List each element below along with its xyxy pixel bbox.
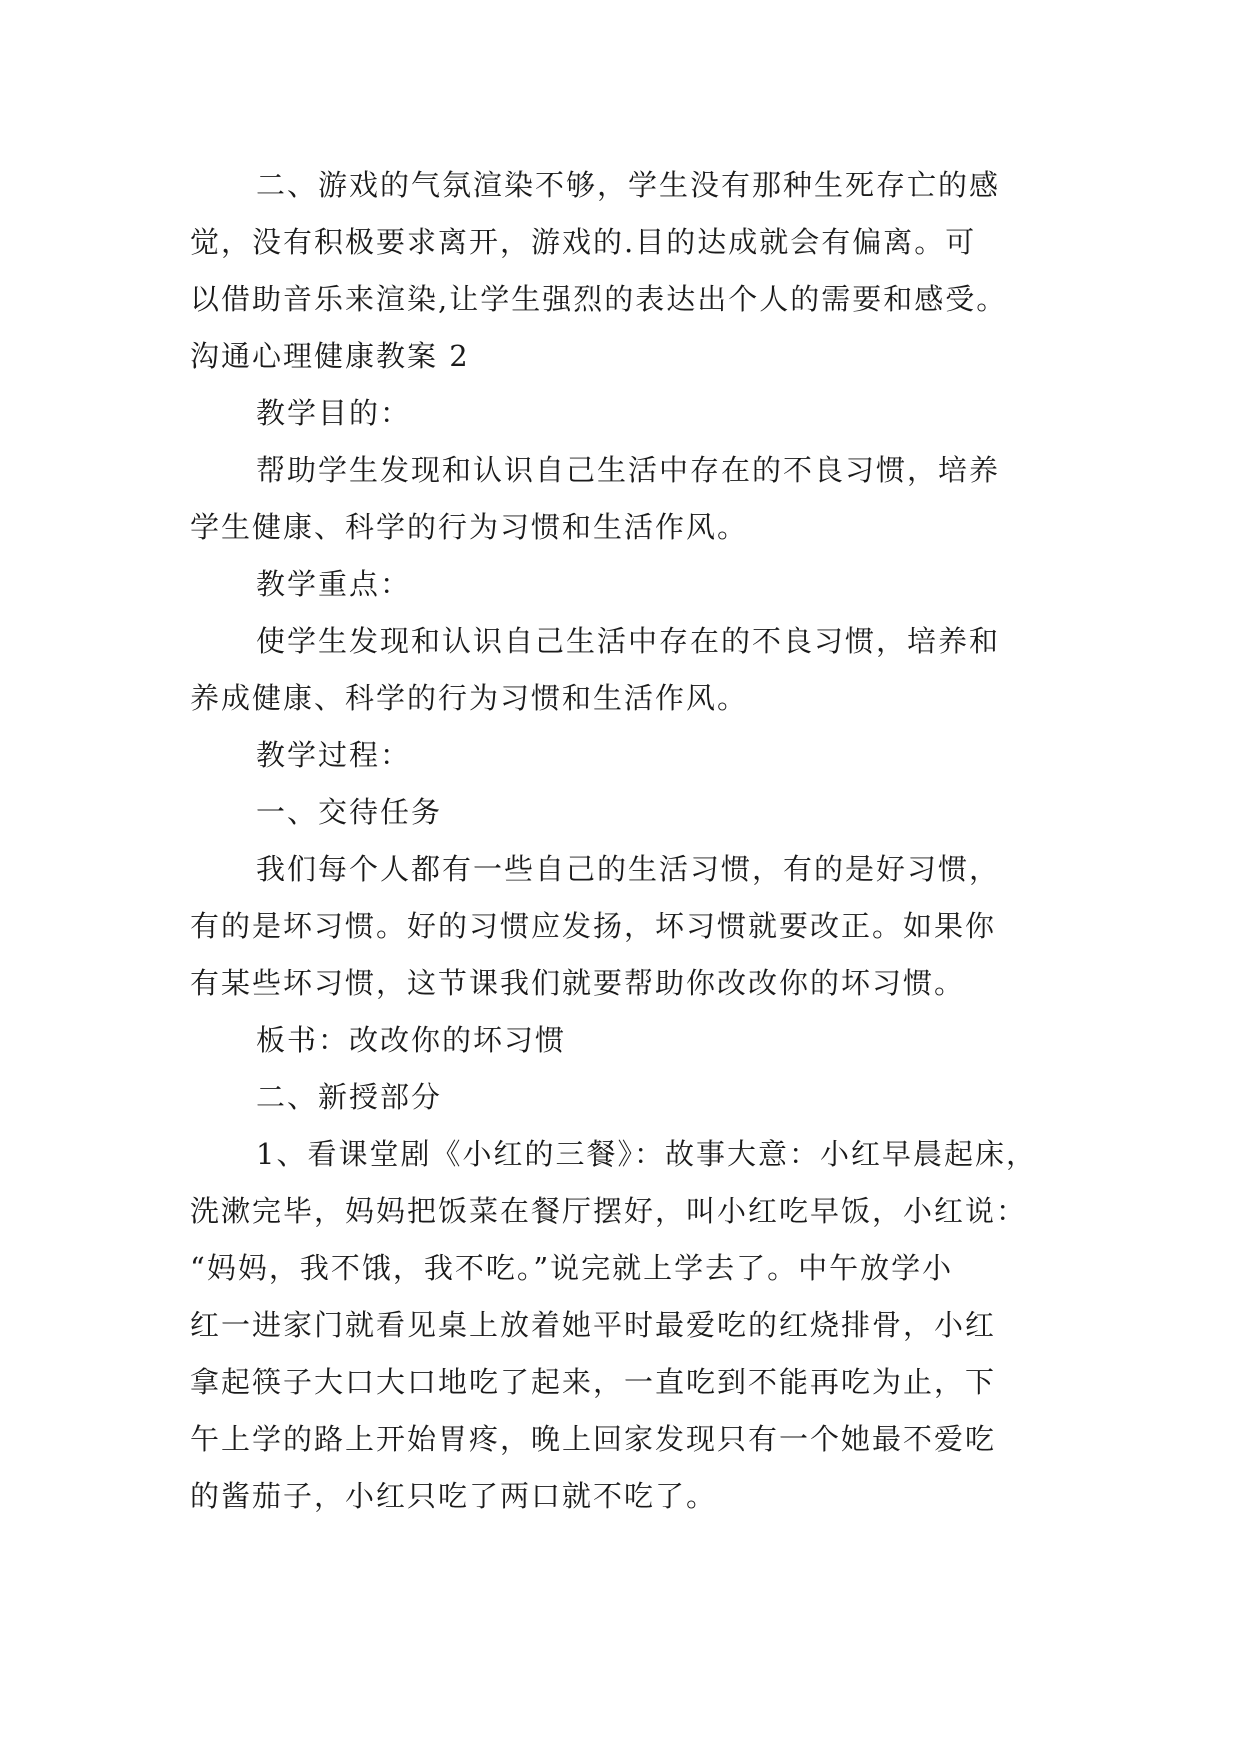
paragraph-line: 拿起筷子大口大口地吃了起来，一直吃到不能再吃为止，下: [190, 1365, 997, 1399]
paragraph-line: 以借助音乐来渲染,让学生强烈的表达出个人的需要和感受。: [190, 282, 1008, 316]
paragraph-line: 二、游戏的气氛渲染不够，学生没有那种生死存亡的感: [256, 168, 1001, 202]
paragraph-line: 的酱茄子，小红只吃了两口就不吃了。: [190, 1479, 718, 1513]
paragraph-line: 养成健康、科学的行为习惯和生活作风。: [190, 681, 749, 715]
paragraph-line: 板书：改改你的坏习惯: [256, 1023, 567, 1057]
paragraph-line: 使学生发现和认识自己生活中存在的不良习惯，培养和: [256, 624, 1001, 658]
heading-line: 一、交待任务: [256, 795, 443, 829]
section-title: 沟通心理健康教案 2: [190, 339, 470, 373]
paragraph-line: “妈妈，我不饿，我不吃。”说完就上学去了。中午放学小: [190, 1251, 954, 1285]
paragraph-line: 红一进家门就看见桌上放着她平时最爱吃的红烧排骨，小红: [190, 1308, 997, 1342]
paragraph-line: 有某些坏习惯，这节课我们就要帮助你改改你的坏习惯。: [190, 966, 966, 1000]
paragraph-line: 有的是坏习惯。好的习惯应发扬，坏习惯就要改正。如果你: [190, 909, 997, 943]
paragraph-line: 帮助学生发现和认识自己生活中存在的不良习惯，培养: [256, 453, 1001, 487]
paragraph-line: 我们每个人都有一些自己的生活习惯，有的是好习惯，: [256, 852, 1001, 886]
paragraph-line: 觉，没有积极要求离开，游戏的.目的达成就会有偏离。可: [190, 225, 977, 259]
heading-line: 教学目的：: [256, 396, 412, 430]
heading-line: 二、新授部分: [256, 1080, 443, 1114]
heading-line: 教学过程：: [256, 738, 412, 772]
paragraph-line: 学生健康、科学的行为习惯和生活作风。: [190, 510, 749, 544]
paragraph-line: 午上学的路上开始胃疼，晚上回家发现只有一个她最不爱吃: [190, 1422, 997, 1456]
paragraph-line: 1、看课堂剧《小红的三餐》：故事大意：小红早晨起床，: [256, 1137, 1037, 1171]
heading-line: 教学重点：: [256, 567, 412, 601]
paragraph-line: 洗漱完毕，妈妈把饭菜在餐厅摆好，叫小红吃早饭，小红说：: [190, 1194, 1028, 1228]
